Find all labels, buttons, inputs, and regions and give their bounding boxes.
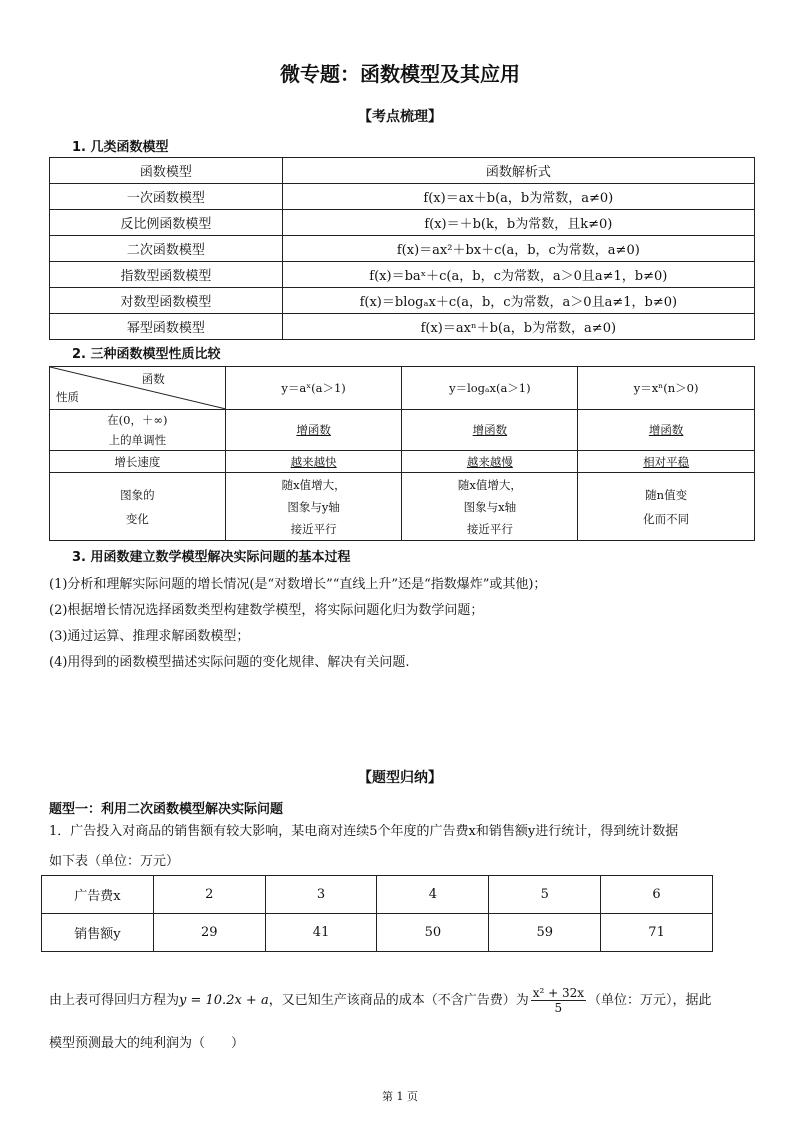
part3-heading: 3. 用函数建立数学模型解决实际问题的基本过程 <box>72 550 351 565</box>
page-title: 微专题：函数模型及其应用 <box>280 62 520 86</box>
row-label-line: 图象的 <box>120 487 155 502</box>
question1-line1: 1．广告投入对商品的销售额有较大影响，某电商对连续5个年度的广告费x和销售额y进行统计，得到统计数据 <box>49 824 679 839</box>
table-cell: 71 <box>601 914 713 952</box>
table-cell: 59 <box>489 914 601 952</box>
col-header: y＝logₐx(a＞1) <box>402 367 578 410</box>
growth-value: 相对平稳 <box>578 451 755 473</box>
table-row <box>50 410 755 451</box>
table-row <box>50 288 755 314</box>
growth-value: 越来越慢 <box>402 451 578 473</box>
property-comparison-table <box>49 366 755 541</box>
row-label-line: 在(0，＋∞) <box>107 413 168 427</box>
row-label-line: 变化 <box>125 511 149 526</box>
model-formula: f(x)＝ax²＋bx＋c(a，b，c为常数，a≠0) <box>282 236 754 262</box>
question1-formula-line <box>49 986 712 1015</box>
graph-change-value <box>578 473 755 541</box>
model-formula: f(x)＝blogₐx＋c(a，b，c为常数，a＞0且a≠1，b≠0) <box>282 288 754 314</box>
text-segment: ，又已知生产该商品的成本（不含广告费）为 <box>268 993 529 1008</box>
part1-heading: 1. 几类函数模型 <box>72 140 169 155</box>
step-3: (3)通过运算、推理求解函数模型； <box>49 629 250 644</box>
table-row <box>50 314 755 340</box>
table-cell: 29 <box>153 914 265 952</box>
row-label: 销售额y <box>42 914 154 952</box>
question1-line2: 如下表（单位：万元） <box>49 854 180 869</box>
corner-label-function: 函数 <box>141 372 165 386</box>
col-header: y＝aˣ(a＞1) <box>225 367 402 410</box>
question1-line4: 模型预测最大的纯利润为（ ） <box>49 1036 245 1051</box>
table-cell: 2 <box>153 876 265 914</box>
growth-value: 越来越快 <box>225 451 402 473</box>
row-label <box>50 473 226 541</box>
row-label: 广告费x <box>42 876 154 914</box>
row-label: 增长速度 <box>50 451 226 473</box>
model-formula: f(x)＝baˣ＋c(a，b，c为常数，a＞0且a≠1，b≠0) <box>282 262 754 288</box>
monotonicity-value: 增函数 <box>225 410 402 451</box>
cell-line: 化而不同 <box>643 511 690 526</box>
monotonicity-value: 增函数 <box>402 410 578 451</box>
model-formula: f(x)＝axⁿ＋b(a，b为常数，a≠0) <box>282 314 754 340</box>
table-header: 函数模型 <box>50 158 283 184</box>
table-cell: 50 <box>377 914 489 952</box>
monotonicity-value: 增函数 <box>578 410 755 451</box>
model-name: 指数型函数模型 <box>50 262 283 288</box>
model-name: 对数型函数模型 <box>50 288 283 314</box>
cell-line: 随n值变 <box>645 487 688 502</box>
cost-fraction <box>531 986 586 1015</box>
corner-label-property: 性质 <box>56 390 79 404</box>
fraction-numerator: x² + 32x <box>532 986 585 1000</box>
graph-change-value <box>225 473 402 541</box>
model-name: 一次函数模型 <box>50 184 283 210</box>
page-number: 第 1 页 <box>382 1090 418 1103</box>
model-name: 幂型函数模型 <box>50 314 283 340</box>
table-row <box>50 473 755 541</box>
row-label <box>50 410 226 451</box>
part2-heading: 2. 三种函数模型性质比较 <box>72 347 221 362</box>
table-header-row <box>50 158 755 184</box>
table-row <box>42 876 713 914</box>
table-row <box>50 210 755 236</box>
step-1: (1)分析和理解实际问题的增长情况(是“对数增长”“直线上升”还是“指数爆炸”或其他)； <box>49 577 547 592</box>
col-header: y＝xⁿ(n＞0) <box>578 367 755 410</box>
table-row <box>50 262 755 288</box>
regression-equation: y = 10.2x + a <box>179 993 269 1008</box>
cell-line: 图象与y轴 <box>287 499 340 514</box>
cell-line: 接近平行 <box>290 521 337 536</box>
text-segment: 由上表可得回归方程为 <box>49 993 180 1008</box>
table-row <box>50 184 755 210</box>
step-4: (4)用得到的函数模型描述实际问题的变化规律、解决有关问题. <box>49 655 410 670</box>
cell-line: 接近平行 <box>466 521 513 536</box>
table-header: 函数解析式 <box>282 158 754 184</box>
table-row <box>42 914 713 952</box>
model-formula: f(x)＝＋b(k，b为常数，且k≠0) <box>282 210 754 236</box>
table-row <box>50 451 755 473</box>
cell-line: 随x值增大， <box>457 477 522 492</box>
table-cell: 3 <box>265 876 377 914</box>
model-name: 反比例函数模型 <box>50 210 283 236</box>
cell-line: 随x值增大， <box>281 477 346 492</box>
table-header-row <box>50 367 755 410</box>
section-heading-types: 【题型归纳】 <box>358 770 442 786</box>
row-label-line: 上的单调性 <box>108 433 167 447</box>
diagonal-header-cell <box>50 367 226 410</box>
table-cell: 4 <box>377 876 489 914</box>
data-table <box>41 875 713 952</box>
model-name: 二次函数模型 <box>50 236 283 262</box>
table-cell: 41 <box>265 914 377 952</box>
table-cell: 6 <box>601 876 713 914</box>
table-cell: 5 <box>489 876 601 914</box>
section-heading-review: 【考点梳理】 <box>358 109 442 125</box>
table-row <box>50 236 755 262</box>
model-formula: f(x)＝ax＋b(a，b为常数，a≠0) <box>282 184 754 210</box>
type1-heading: 题型一：利用二次函数模型解决实际问题 <box>49 802 284 817</box>
fraction-denominator: 5 <box>554 1001 563 1015</box>
function-models-table <box>49 157 755 340</box>
cell-line: 图象与x轴 <box>463 499 517 514</box>
text-segment: （单位：万元），据此 <box>588 993 712 1008</box>
step-2: (2)根据增长情况选择函数类型构建数学模型，将实际问题化归为数学问题； <box>49 603 484 618</box>
graph-change-value <box>402 473 578 541</box>
